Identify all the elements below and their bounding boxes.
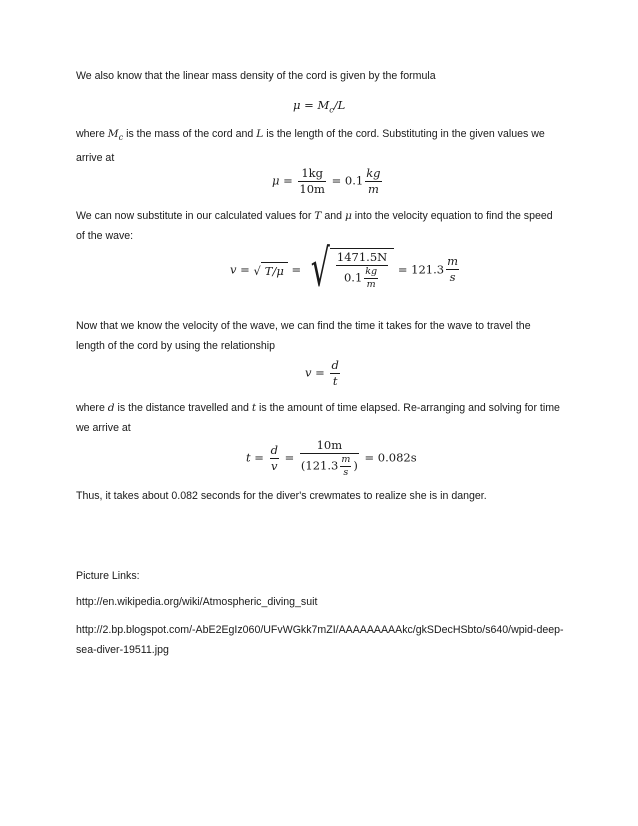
numerator: 10m [300,438,359,454]
radicand-large [330,248,394,291]
denominator: v [271,459,278,473]
denominator: t [332,374,338,388]
eq-sign: = [284,450,295,465]
paragraph-where-mc [76,124,566,168]
numerator: kg [366,166,381,180]
math-symbol: T [314,210,322,222]
denominator: s [343,467,349,478]
fraction [300,438,359,479]
eq-mid: = 0.1 [331,173,364,188]
text: where [76,402,108,414]
text: arrive at [76,152,115,165]
picture-link-2[interactable] [76,620,566,660]
numerator: 1kg [298,166,326,182]
denominator: m [367,182,379,196]
numerator: 1471.5N [336,250,388,264]
denominator [336,266,388,291]
text: We can now substitute in our calculated values for [76,210,315,222]
eq-symbol: μ [293,98,301,112]
math-symbol: d [107,402,115,414]
math-symbol: t [251,402,257,414]
eq-sign: = [291,262,302,277]
eq-lhs: t = [246,450,264,465]
text: into the velocity equation to find the speed [351,210,553,222]
math-symbol: L [256,128,264,140]
eq-subscript: c [329,105,334,115]
denominator: s [449,270,456,284]
fraction-units [340,454,351,479]
eq-result: = 0.082s [364,450,417,465]
text: is the amount of time elapsed. Re-arranging and solving for time [256,402,560,414]
numerator: d [270,443,278,457]
text: of the wave: [76,230,134,242]
picture-link-1[interactable]: http://en.wikipedia.org/wiki/Atmospheric_diving_suit [76,596,318,608]
fraction [270,443,279,474]
equation-mu-value [272,166,384,197]
denominator: 10m [299,182,325,196]
fraction-unit [446,254,459,285]
text: where [76,128,108,140]
numerator: m [341,454,351,465]
equation-v-d-t [305,358,342,389]
numerator: d [331,358,339,372]
fraction [298,166,326,197]
denominator-suffix: ) [353,458,358,473]
eq-lhs: μ = [272,173,293,188]
radicand: T/μ [261,262,288,278]
equation-velocity [230,239,461,300]
text: length of the cord by using the relationship [76,340,276,352]
sqrt-large: √ 1471.5N 0.1 $\frac{kg}{m}$ [311,248,394,291]
numerator: kg [365,266,378,277]
text: and [321,210,345,222]
denominator [300,454,359,479]
fraction [330,358,339,389]
eq-symbol: /L [333,98,346,112]
picture-links-heading: Picture Links: [76,570,140,582]
sqrt: √ T/μ [253,262,287,278]
numerator: m [447,254,458,268]
denominator-prefix: (121.3 [300,458,339,473]
text: we arrive at [76,422,131,434]
eq-symbol: M [317,98,330,112]
fraction-units [364,266,378,291]
eq-result: = 121.3 [397,262,445,277]
paragraph-mass-density-intro: We also know that the linear mass density of the cord is given by the formula [76,70,436,82]
equation-time [246,438,417,479]
fraction [336,250,388,291]
equation-mu-definition [293,98,345,114]
text: is the mass of the cord and [123,128,257,140]
denominator-coefficient: 0.1 [343,270,363,285]
text: Now that we know the velocity of the wave, we can find the time it takes for the wave to travel the [76,320,531,332]
eq-sign: = [304,98,314,112]
math-symbol: M [107,128,119,140]
math-subscript: c [118,133,124,143]
math-symbol: μ [344,210,352,222]
text: is the distance travelled and [114,402,252,414]
link-text: http://2.bp.blogspot.com/-AbE2EgIz060/UFvWGkk7mZI/AAAAAAAAAkc/gkSDecHSbto/s640/wpid-deep- [76,624,564,636]
fraction [365,166,381,197]
paragraph-where-d-t [76,398,566,438]
denominator: m [366,279,376,290]
eq-lhs: v = [305,365,325,380]
paragraph-conclusion: Thus, it takes about 0.082 seconds for the diver's crewmates to realize she is in danger. [76,490,487,502]
text: is the length of the cord. Substituting in the given values we [263,128,545,140]
eq-lhs: v = [230,262,250,277]
paragraph-velocity-known [76,316,566,356]
link-text: sea-diver-19511.jpg [76,644,169,656]
